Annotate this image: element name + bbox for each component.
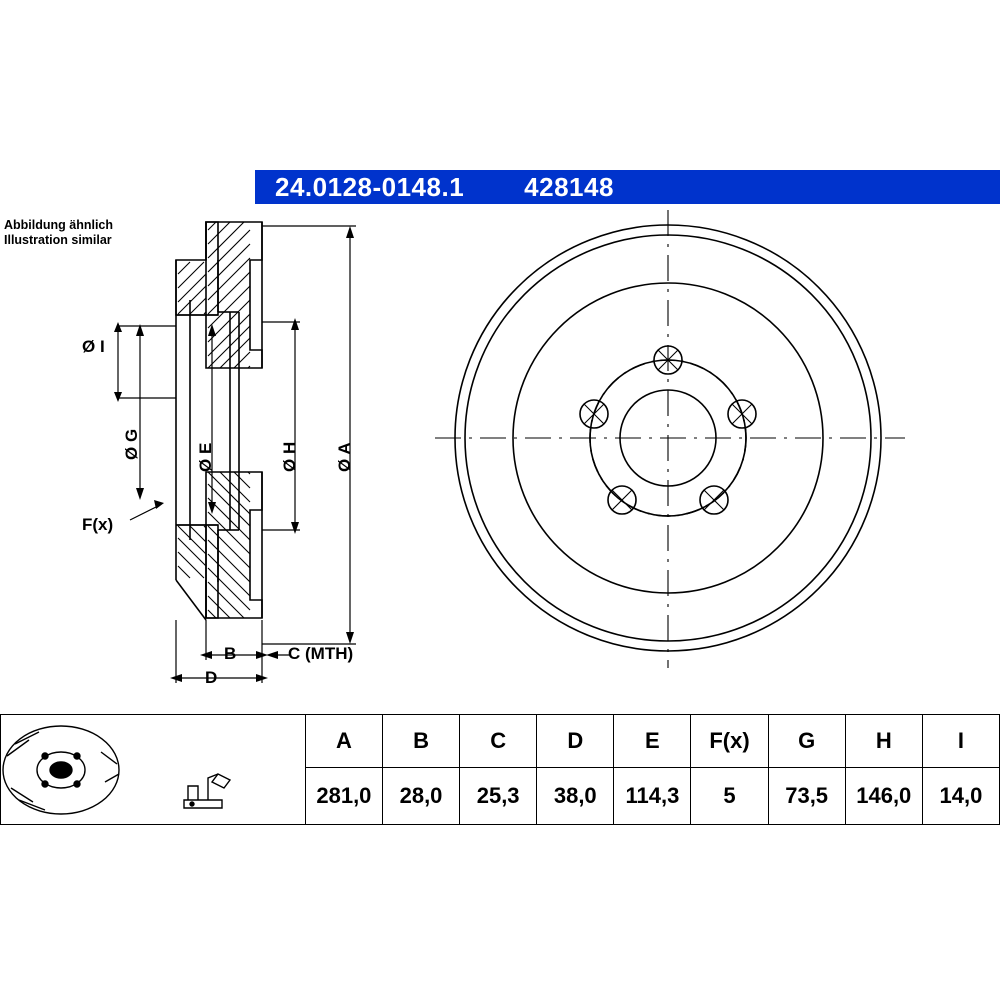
- illustration-note-en: Illustration similar: [4, 233, 112, 247]
- label-dia-h: Ø H: [280, 441, 299, 472]
- table-val-g: 73,5: [768, 768, 845, 825]
- label-fx: F(x): [82, 515, 114, 534]
- caliper-tool-icon-svg: [178, 766, 242, 818]
- technical-drawing: [0, 200, 1000, 700]
- label-dia-a: Ø A: [335, 442, 354, 472]
- label-d: D: [205, 668, 218, 687]
- part-number: 24.0128-0148.1: [275, 171, 465, 202]
- table-val-e: 114,3: [614, 768, 691, 825]
- table-val-fx: 5: [691, 768, 768, 825]
- caliper-tool-icon: [178, 766, 242, 818]
- table-header-row: [1, 715, 1000, 768]
- disc-section-view: [176, 222, 262, 620]
- spec-table: [0, 714, 1000, 825]
- label-c-mth: C (MTH): [288, 644, 354, 663]
- table-val-i: 14,0: [922, 768, 999, 825]
- table-col-i: I: [922, 715, 999, 768]
- dimension-lines: [114, 226, 356, 683]
- drawing-svg: [0, 200, 1000, 700]
- table-col-g: G: [768, 715, 845, 768]
- table-val-a: 281,0: [305, 768, 382, 825]
- illustration-note-de: Abbildung ähnlich: [4, 218, 114, 232]
- table-col-c: C: [460, 715, 537, 768]
- reference-number: 428148: [524, 171, 614, 202]
- table-val-d: 38,0: [537, 768, 614, 825]
- table-col-b: B: [382, 715, 459, 768]
- table-col-fx: F(x): [691, 715, 768, 768]
- label-dia-i: Ø I: [82, 337, 105, 356]
- table-col-e: E: [614, 715, 691, 768]
- table-col-d: D: [537, 715, 614, 768]
- table-val-b: 28,0: [382, 768, 459, 825]
- brake-disc-icon: [1, 715, 306, 825]
- table-val-h: 146,0: [845, 768, 922, 825]
- label-dia-e: Ø E: [196, 442, 215, 472]
- disc-front-view: [435, 210, 905, 668]
- table-val-c: 25,3: [460, 768, 537, 825]
- label-dia-g: Ø G: [122, 428, 141, 460]
- table-col-h: H: [845, 715, 922, 768]
- label-b: B: [224, 644, 237, 663]
- title-bar: [255, 170, 1000, 204]
- table-col-a: A: [305, 715, 382, 768]
